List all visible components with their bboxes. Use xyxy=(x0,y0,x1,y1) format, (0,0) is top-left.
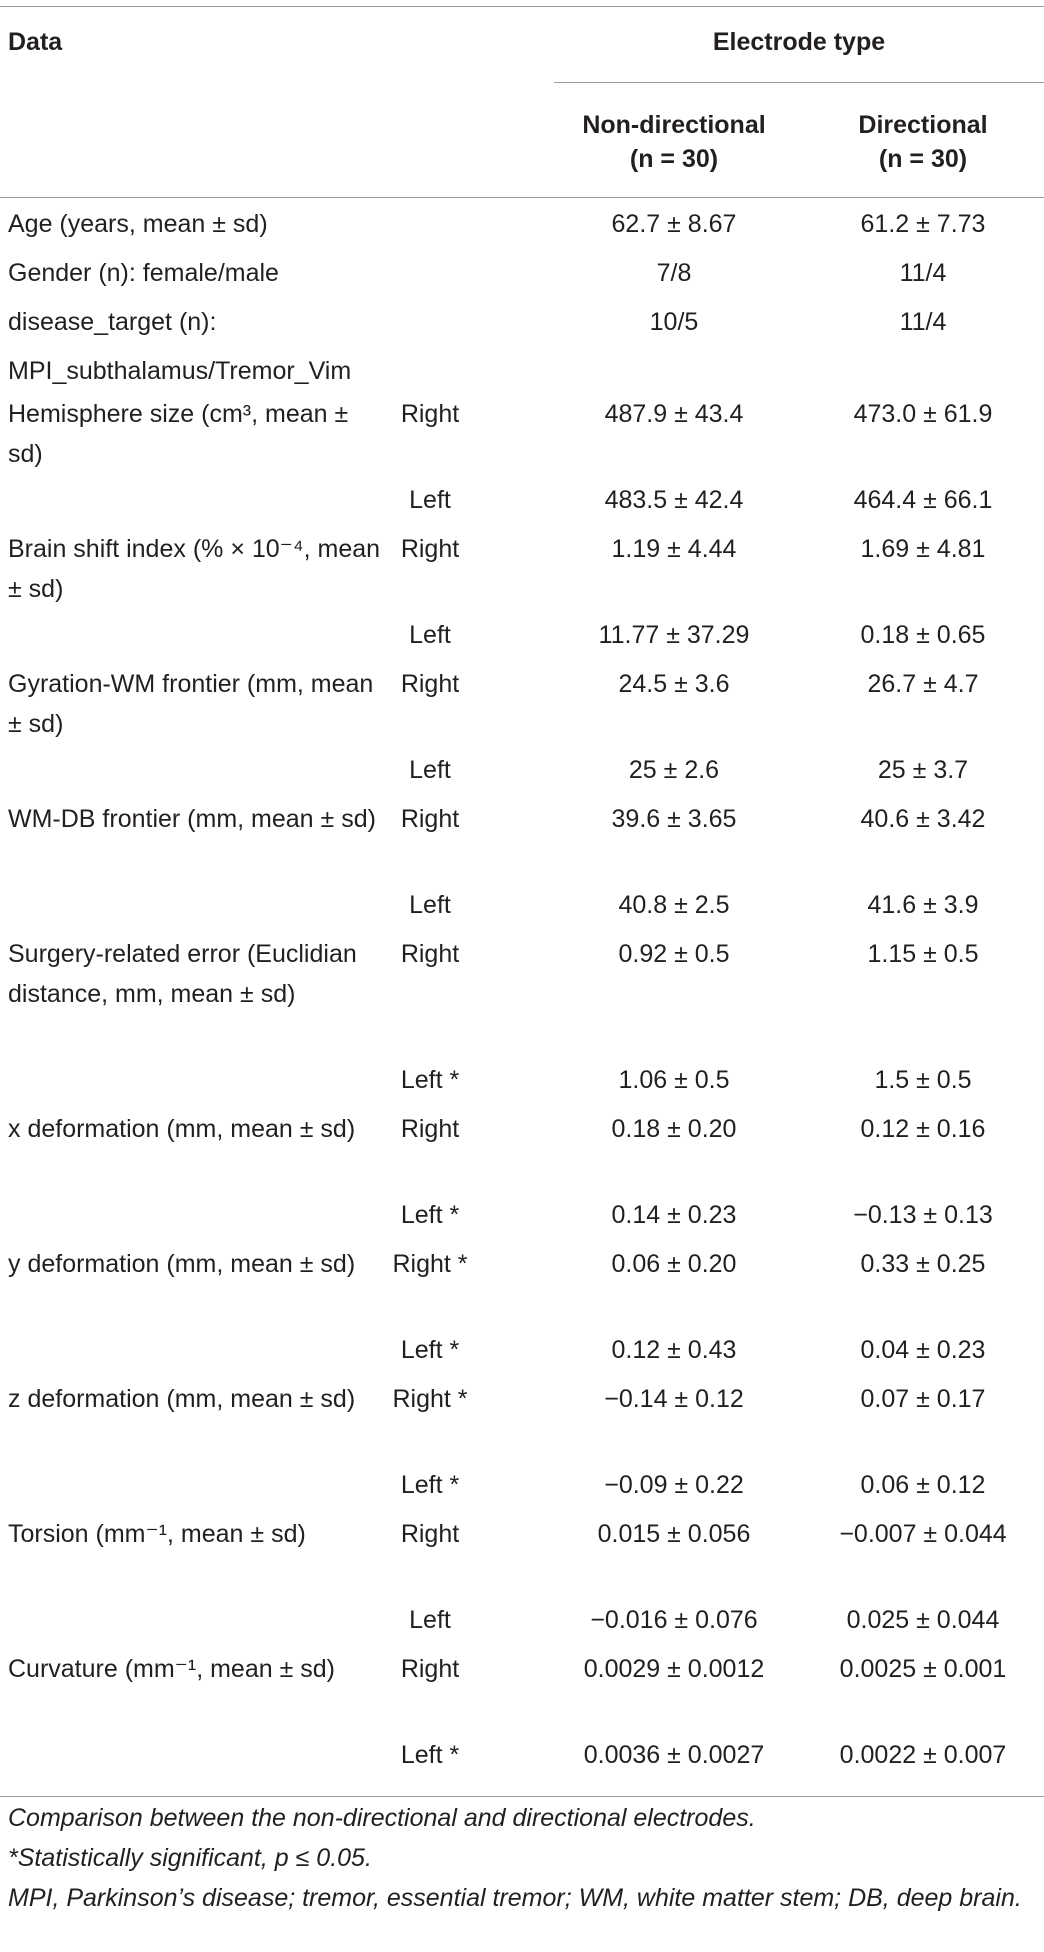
non-directional-n: (n = 30) xyxy=(629,145,719,173)
table-footnotes xyxy=(8,1798,1038,1918)
table-row xyxy=(0,1596,1044,1645)
row-label: Gyration-WM frontier (mm, mean ± sd) xyxy=(8,670,374,738)
directional-value: 1.5 ± 0.5 xyxy=(874,1066,972,1094)
directional-value: 0.0022 ± 0.007 xyxy=(839,1741,1007,1769)
non-directional-value: 483.5 ± 42.4 xyxy=(604,486,744,514)
non-directional-value: 0.015 ± 0.056 xyxy=(597,1520,751,1548)
table-row xyxy=(0,1105,1044,1191)
row-hemisphere: Right xyxy=(400,670,460,698)
group-header-rule xyxy=(554,82,1044,83)
row-hemisphere: Left * xyxy=(400,1741,460,1769)
table-row xyxy=(0,746,1044,795)
directional-value: 473.0 ± 61.9 xyxy=(853,400,993,428)
row-hemisphere: Right xyxy=(400,805,460,833)
directional-value: 11/4 xyxy=(899,259,947,287)
table-header-row-1 xyxy=(0,0,1044,88)
table-row xyxy=(0,347,1044,390)
non-directional-value: 487.9 ± 43.4 xyxy=(604,400,744,428)
row-label: Brain shift index (% × 10⁻⁴, mean ± sd) xyxy=(8,535,381,603)
non-directional-value: 39.6 ± 3.65 xyxy=(611,805,737,833)
non-directional-column-header xyxy=(554,108,794,176)
table-row xyxy=(0,525,1044,611)
non-directional-value: 25 ± 2.6 xyxy=(628,756,720,784)
non-directional-value: 11.77 ± 37.29 xyxy=(598,621,750,649)
directional-value: 464.4 ± 66.1 xyxy=(853,486,993,514)
table-row xyxy=(0,881,1044,930)
directional-value: 26.7 ± 4.7 xyxy=(867,670,979,698)
data-column-header: Data xyxy=(8,28,63,56)
row-hemisphere: Left xyxy=(409,891,451,919)
directional-value: 0.12 ± 0.16 xyxy=(860,1115,986,1143)
row-label: y deformation (mm, mean ± sd) xyxy=(8,1250,356,1278)
table-row xyxy=(0,249,1044,298)
row-label: Curvature (mm⁻¹, mean ± sd) xyxy=(8,1655,335,1683)
row-hemisphere: Right xyxy=(400,535,460,563)
table-row xyxy=(0,1375,1044,1461)
table-row xyxy=(0,1326,1044,1375)
non-directional-value: 0.06 ± 0.20 xyxy=(611,1250,737,1278)
table-row xyxy=(0,930,1044,1056)
directional-value: 0.07 ± 0.17 xyxy=(860,1385,986,1413)
row-hemisphere: Right xyxy=(400,1115,460,1143)
row-hemisphere: Right * xyxy=(392,1385,468,1413)
directional-value: 0.025 ± 0.044 xyxy=(846,1606,1000,1634)
row-label: z deformation (mm, mean ± sd) xyxy=(8,1385,356,1413)
directional-title: Directional xyxy=(858,111,988,139)
row-label: Hemisphere size (cm³, mean ± sd) xyxy=(8,400,349,468)
table-row xyxy=(0,1461,1044,1510)
row-label: Torsion (mm⁻¹, mean ± sd) xyxy=(8,1520,306,1548)
row-hemisphere: Left * xyxy=(400,1201,460,1229)
row-hemisphere: Left * xyxy=(400,1471,460,1499)
directional-value: 0.04 ± 0.23 xyxy=(860,1336,986,1364)
directional-value: 40.6 ± 3.42 xyxy=(860,805,986,833)
non-directional-value: 40.8 ± 2.5 xyxy=(618,891,730,919)
row-label: WM-DB frontier (mm, mean ± sd) xyxy=(8,805,376,833)
directional-value: 0.0025 ± 0.001 xyxy=(839,1655,1007,1683)
row-hemisphere: Right xyxy=(400,1520,460,1548)
row-hemisphere: Left xyxy=(409,486,451,514)
table-row xyxy=(0,1056,1044,1105)
non-directional-value: −0.09 ± 0.22 xyxy=(604,1471,744,1499)
directional-value: −0.13 ± 0.13 xyxy=(853,1201,993,1229)
table-row xyxy=(0,1191,1044,1240)
table-row xyxy=(0,795,1044,881)
non-directional-value: 0.92 ± 0.5 xyxy=(618,940,730,968)
table-row xyxy=(0,390,1044,476)
directional-value: 1.15 ± 0.5 xyxy=(867,940,979,968)
row-hemisphere: Left xyxy=(409,1606,451,1634)
directional-value: −0.007 ± 0.044 xyxy=(839,1520,1007,1548)
non-directional-value: 1.19 ± 4.44 xyxy=(611,535,737,563)
table-row xyxy=(0,1510,1044,1596)
table-row xyxy=(0,1645,1044,1731)
row-hemisphere: Left xyxy=(409,621,451,649)
non-directional-value: 0.18 ± 0.20 xyxy=(611,1115,737,1143)
row-label: Surgery-related error (Euclidian distance, mm, mean ± sd) xyxy=(8,940,357,1008)
table-body xyxy=(0,200,1044,1780)
table-row xyxy=(0,200,1044,249)
directional-value: 41.6 ± 3.9 xyxy=(867,891,979,919)
header-bottom-rule xyxy=(0,197,1044,198)
non-directional-value: 0.12 ± 0.43 xyxy=(611,1336,737,1364)
row-hemisphere: Right xyxy=(400,400,460,428)
table-row xyxy=(0,1731,1044,1780)
non-directional-value: 1.06 ± 0.5 xyxy=(618,1066,730,1094)
table-row xyxy=(0,298,1044,347)
directional-value: 25 ± 3.7 xyxy=(877,756,969,784)
directional-value: 0.18 ± 0.65 xyxy=(860,621,986,649)
directional-value: 0.06 ± 0.12 xyxy=(860,1471,986,1499)
footnote-abbreviations: MPI, Parkinson’s disease; tremor, essential tremor; WM, white matter stem; DB, deep brain. xyxy=(8,1884,1022,1912)
footnote-comparison: Comparison between the non-directional and directional electrodes. xyxy=(8,1804,756,1832)
electrode-type-header: Electrode type xyxy=(712,28,886,56)
non-directional-value: 24.5 ± 3.6 xyxy=(618,670,730,698)
footnote-significance: *Statistically significant, p ≤ 0.05. xyxy=(8,1844,372,1872)
table-row xyxy=(0,660,1044,746)
non-directional-value: 10/5 xyxy=(649,308,699,336)
row-hemisphere: Left * xyxy=(400,1336,460,1364)
row-label: MPI_subthalamus/Tremor_Vim xyxy=(8,357,352,385)
directional-value: 61.2 ± 7.73 xyxy=(860,210,986,238)
bottom-rule xyxy=(0,1796,1044,1797)
non-directional-value: 62.7 ± 8.67 xyxy=(611,210,737,238)
non-directional-value: 0.0036 ± 0.0027 xyxy=(583,1741,765,1769)
row-hemisphere: Right xyxy=(400,940,460,968)
row-label: Gender (n): female/male xyxy=(8,259,279,287)
row-label: disease_target (n): xyxy=(8,308,217,336)
non-directional-value: −0.14 ± 0.12 xyxy=(604,1385,744,1413)
directional-column-header xyxy=(808,108,1038,176)
non-directional-value: −0.016 ± 0.076 xyxy=(590,1606,758,1634)
non-directional-title: Non-directional xyxy=(582,111,766,139)
table-row xyxy=(0,611,1044,660)
row-hemisphere: Right * xyxy=(392,1250,468,1278)
directional-value: 1.69 ± 4.81 xyxy=(860,535,986,563)
row-label: x deformation (mm, mean ± sd) xyxy=(8,1115,356,1143)
non-directional-value: 0.14 ± 0.23 xyxy=(611,1201,737,1229)
directional-value: 0.33 ± 0.25 xyxy=(860,1250,986,1278)
row-hemisphere: Left xyxy=(409,756,451,784)
row-hemisphere: Left * xyxy=(400,1066,460,1094)
table-header-row-2 xyxy=(0,88,1044,198)
row-label: Age (years, mean ± sd) xyxy=(8,210,268,238)
directional-value: 11/4 xyxy=(899,308,947,336)
table-row xyxy=(0,1240,1044,1326)
directional-n: (n = 30) xyxy=(878,145,968,173)
non-directional-value: 7/8 xyxy=(656,259,692,287)
table-row xyxy=(0,476,1044,525)
row-hemisphere: Right xyxy=(400,1655,460,1683)
non-directional-value: 0.0029 ± 0.0012 xyxy=(583,1655,765,1683)
